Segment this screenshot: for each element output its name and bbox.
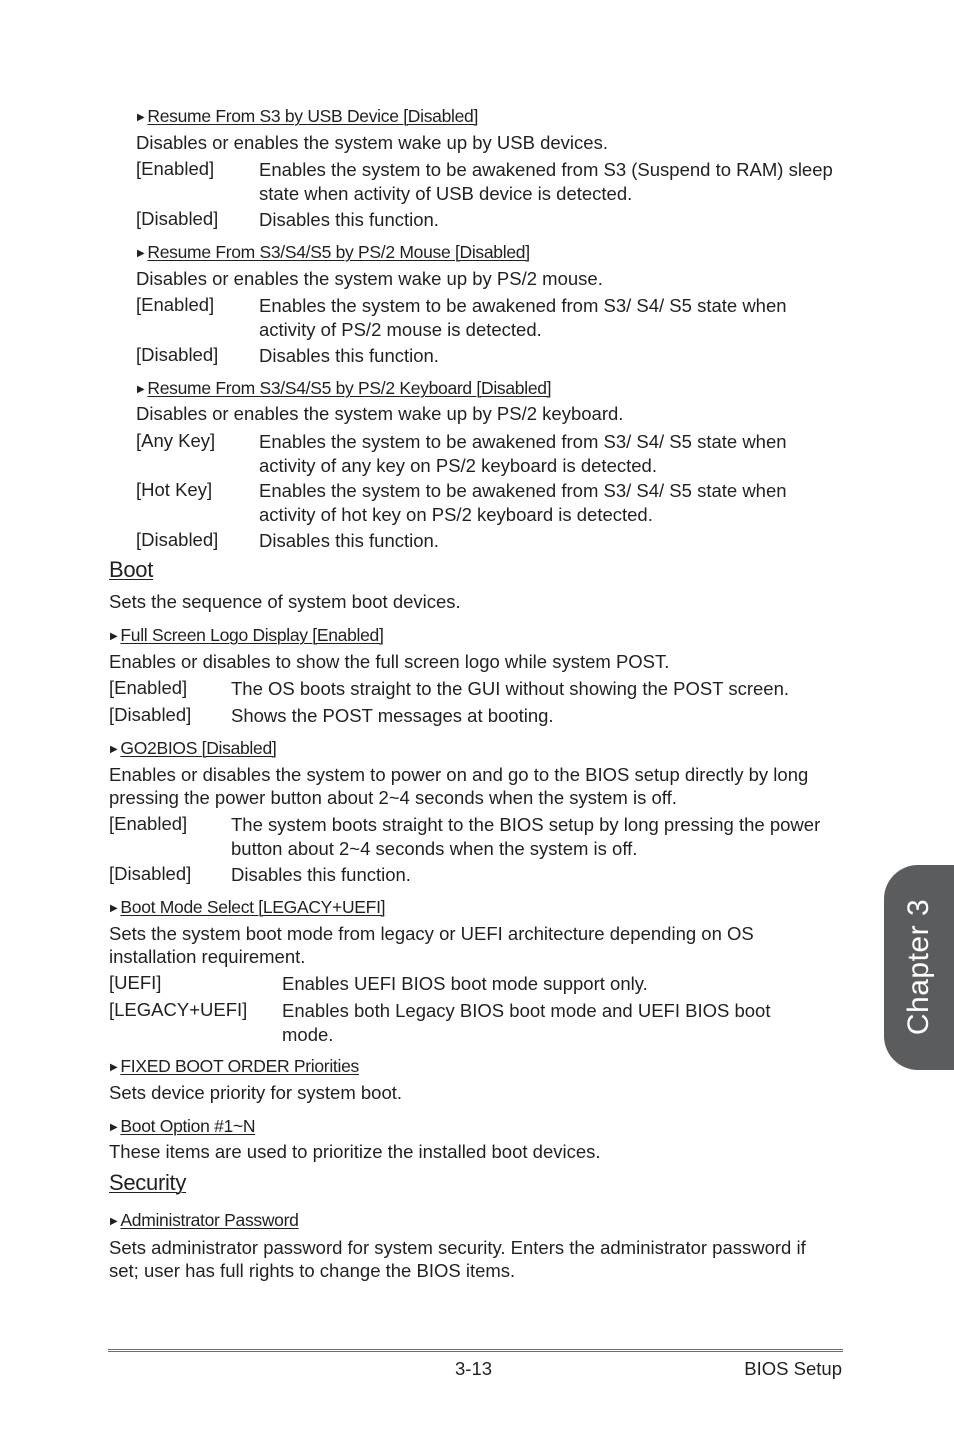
arrow-icon: ▶ [137,384,145,395]
item-title: GO2BIOS [Disabled] [120,738,277,758]
arrow-icon: ▶ [110,1062,118,1073]
option-description: The OS boots straight to the GUI without showing the POST screen. [231,678,790,699]
item-heading [137,378,551,400]
item-description: Enables or disables the system to power on and go to the BIOS setup directly by long [109,764,809,785]
option-key: [Hot Key] [136,479,213,500]
item-heading [110,1210,299,1232]
arrow-icon: ▶ [110,903,118,914]
option-description: Shows the POST messages at booting. [231,705,554,726]
option-key: [Enabled] [109,677,188,698]
chapter-tab-label: Chapter 3 [902,898,935,1036]
item-title: Resume From S3/S4/S5 by PS/2 Keyboard [Disabled] [147,378,552,398]
option-description: Enables the system to be awakened from S3/ S4/ S5 state when activity of hot key on PS/2 keyboard is detected. [259,480,787,525]
option-key: [Enabled] [136,294,215,315]
option-key: [LEGACY+UEFI] [109,999,248,1020]
arrow-icon: ▶ [137,112,145,123]
item-description: Disables or enables the system wake up by USB devices. [136,132,608,153]
option-description: Enables the system to be awakened from S3 (Suspend to RAM) sleep state when activity of USB device is detected. [259,159,833,204]
item-title: FIXED BOOT ORDER Priorities [120,1056,359,1076]
option-description: Disables this function. [231,864,411,885]
item-heading [137,242,530,264]
item-description: Sets administrator password for system security. Enters the administrator password if [109,1237,806,1258]
item-description: Sets device priority for system boot. [109,1082,403,1103]
section-title-boot: Boot [109,557,154,582]
option-description: The system boots straight to the BIOS setup by long pressing the power button about 2~4 seconds when the system is off. [231,814,821,859]
item-heading [110,897,385,919]
item-description: Sets the system boot mode from legacy or UEFI architecture depending on OS [109,923,754,944]
option-key: [Disabled] [136,344,219,365]
option-description: Enables UEFI BIOS boot mode support only. [282,973,648,994]
page-number: 3-13 [455,1358,493,1379]
arrow-icon: ▶ [110,631,118,642]
section-description: Sets the sequence of system boot devices. [109,591,461,612]
item-heading [110,625,384,647]
item-heading [110,1056,359,1078]
section-title-security: Security [109,1170,187,1195]
option-description: Disables this function. [259,530,439,551]
item-title: Full Screen Logo Display [Enabled] [120,625,384,645]
footer-title: BIOS Setup [744,1358,842,1379]
item-description: Enables or disables to show the full screen logo while system POST. [109,651,670,672]
item-description: Disables or enables the system wake up by PS/2 keyboard. [136,403,624,424]
footer-divider [108,1349,843,1352]
item-description: Disables or enables the system wake up by PS/2 mouse. [136,268,603,289]
item-description: pressing the power button about 2~4 seconds when the system is off. [109,787,677,808]
option-description: Enables the system to be awakened from S3/ S4/ S5 state when activity of PS/2 mouse is detected. [259,295,787,340]
arrow-icon: ▶ [137,248,145,259]
item-title: Resume From S3 by USB Device [Disabled] [147,106,479,126]
item-description: These items are used to prioritize the installed boot devices. [109,1141,601,1162]
option-key: [Disabled] [136,529,219,550]
item-heading [110,738,276,760]
item-heading [110,1116,255,1138]
item-title: Resume From S3/S4/S5 by PS/2 Mouse [Disabled] [147,242,530,262]
option-key: [Disabled] [109,704,192,725]
item-description: installation requirement. [109,946,306,967]
option-key: [Disabled] [136,208,219,229]
item-title: Administrator Password [120,1210,299,1230]
item-title: Boot Mode Select [LEGACY+UEFI] [120,897,386,917]
option-description: Enables both Legacy BIOS boot mode and UEFI BIOS boot mode. [282,1000,771,1045]
option-key: [Disabled] [109,863,192,884]
option-description: Disables this function. [259,209,439,230]
item-heading [137,106,478,128]
arrow-icon: ▶ [110,744,118,755]
option-key: [UEFI] [109,972,162,993]
option-key: [Enabled] [109,813,188,834]
option-key: [Enabled] [136,158,215,179]
option-description: Enables the system to be awakened from S3/ S4/ S5 state when activity of any key on PS/2 keyboard is detected. [259,431,787,476]
option-description: Disables this function. [259,345,439,366]
arrow-icon: ▶ [110,1216,118,1227]
option-key: [Any Key] [136,430,216,451]
arrow-icon: ▶ [110,1122,118,1133]
item-title: Boot Option #1~N [120,1116,256,1136]
item-description: set; user has full rights to change the BIOS items. [109,1260,516,1281]
